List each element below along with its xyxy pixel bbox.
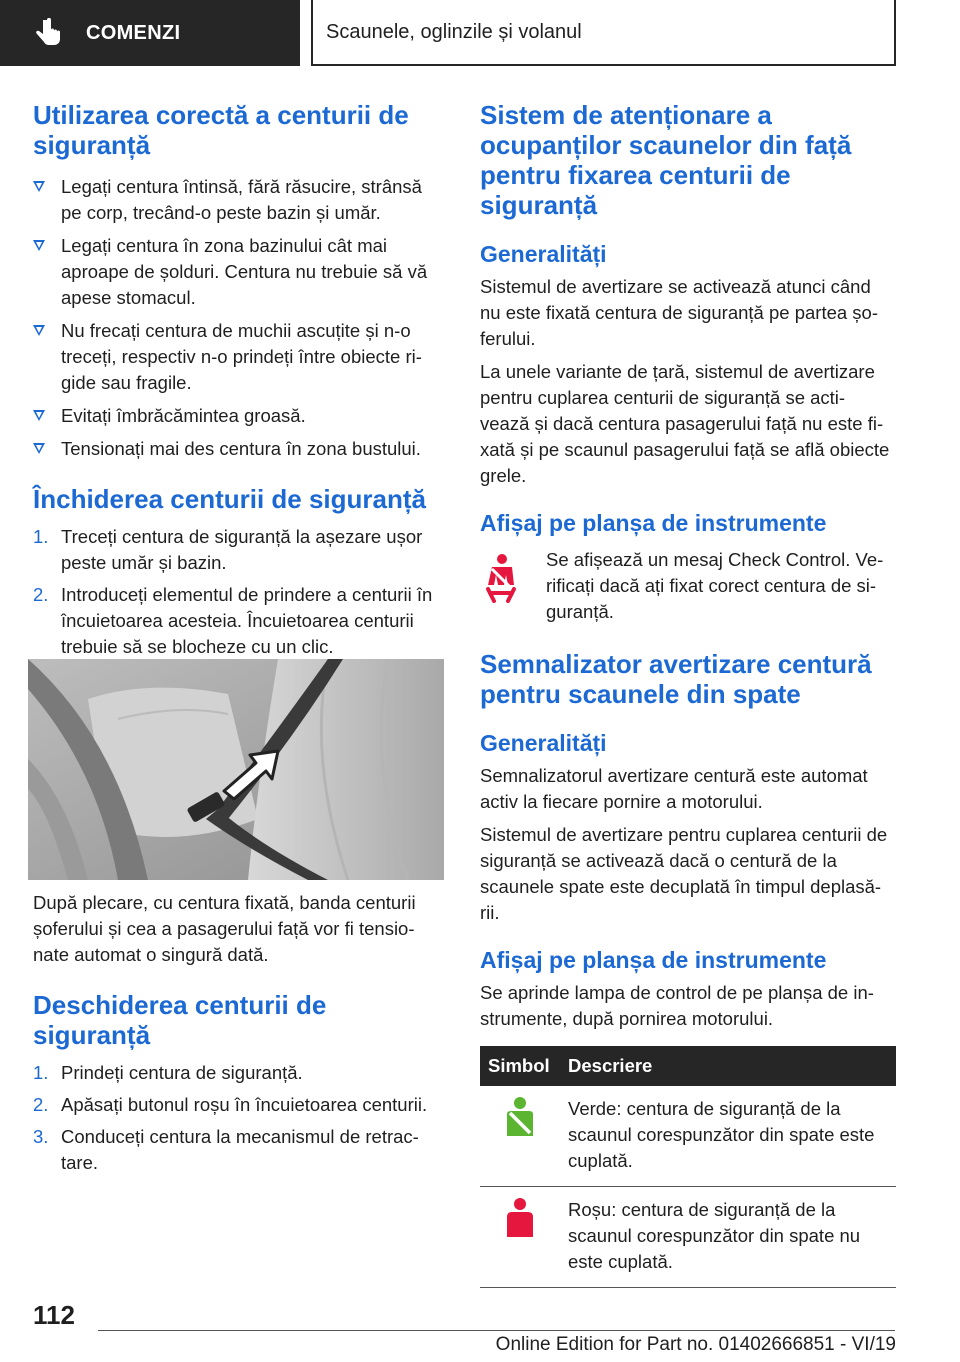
edition-footer: Online Edition for Part no. 01402666851 - VI/19 [495, 1334, 896, 1355]
red-status-text: Roșu: centura de siguranță de la scaunul corespunzător din spate nu este cuplată. [560, 1187, 896, 1288]
closing-steps [33, 524, 445, 660]
list-item: 1. Treceți centura de siguranță la așezare ușor peste umăr și bazin. [33, 526, 423, 573]
list-item: Legați centura întinsă, fără răsucire, strânsă pe corp, trecând-o peste bazin și umăr. [33, 174, 445, 226]
list-item: 2. Apăsați butonul roșu în încuietoarea centurii. [33, 1094, 428, 1115]
hand-pointer-icon [34, 18, 64, 48]
general-front-text-2: La unele variante de țară, sistemul de avertizare pentru cuplarea centurii de siguranță se acti- vează și dacă centura pasagerului față nu este fi- xată și pe scaunul pasagerului față se află obiecte grele. [480, 361, 890, 486]
table-row [480, 1187, 896, 1288]
table-header [480, 1046, 896, 1086]
check-control-text: Se afișează un mesaj Check Control. Ve- rificați dacă ați fixat corect centura de si- guranță. [546, 549, 884, 622]
left-column [33, 100, 445, 666]
red-seat-occupant-icon [503, 1197, 537, 1241]
list-item: Nu frecați centura de muchii ascuțite și n-o treceți, respectiv n-o prindeți între obiecte ri- gide sau fragile. [33, 318, 445, 396]
triangle-bullet-icon [33, 443, 45, 454]
chapter-title: Scaunele, oglinzile și volanul [311, 0, 896, 66]
general-front-text-1: Sistemul de avertizare se activează atunci când nu este fixată centura de siguranță pe partea șo- ferului. [480, 276, 879, 349]
heading-correct-use: Utilizarea corectă a centurii de siguranță [33, 100, 409, 160]
table-row [480, 1086, 896, 1187]
opening-steps [33, 1060, 445, 1176]
triangle-bullet-icon [33, 240, 45, 251]
green-status-text: Verde: centura de siguranță de la scaunul corespunzător din spate este cuplată. [560, 1086, 896, 1187]
heading-general-rear: Generalități [480, 730, 607, 756]
general-rear-text-1: Semnalizatorul avertizare centură este automat activ la fiecare pornire a motorului. [480, 765, 868, 812]
general-rear-text-2: Sistemul de avertizare pentru cuplarea centurii de siguranță se activează dacă o centură de la scaunele spate este decuplată în timpul deplasă- rii. [480, 824, 888, 923]
list-item: 2. Introduceți elementul de prindere a centurii în încuietoarea acesteia. Încuietoarea centurii trebuie să se blocheze cu un clic. [33, 584, 433, 657]
heading-display-front: Afișaj pe planșa de instrumente [480, 510, 827, 536]
heading-rear-seat-warning: Semnalizator avertizare centură pentru scaunele din spate [480, 649, 872, 709]
list-item: Tensionați mai des centura în zona bustului. [33, 436, 445, 462]
correct-use-list [33, 174, 445, 462]
triangle-bullet-icon [33, 325, 45, 336]
page-number: 112 [33, 1300, 75, 1330]
seatbelt-buckle-photo [28, 659, 444, 880]
symbol-table [480, 1046, 896, 1288]
triangle-bullet-icon [33, 181, 45, 192]
right-column [480, 100, 896, 1288]
list-item: Evitați îmbrăcămintea groasă. [33, 403, 445, 429]
section-tab [0, 0, 300, 66]
column-description: Descriere [560, 1046, 896, 1086]
column-symbol: Simbol [480, 1046, 560, 1086]
heading-display-rear: Afișaj pe planșa de instrumente [480, 947, 827, 973]
list-item: Legați centura în zona bazinului cât mai aproape de șolduri. Centura nu trebuie să vă apese stomacul. [33, 233, 445, 311]
heading-general-front: Generalități [480, 241, 607, 267]
seatbelt-warning-icon [480, 553, 522, 603]
heading-closing: Închiderea centurii de siguranță [33, 484, 426, 514]
green-seatbelt-icon [503, 1096, 537, 1140]
display-rear-text: Se aprinde lampa de control de pe planșa de in- strumente, după pornirea motorului. [480, 982, 874, 1029]
heading-front-seat-system: Sistem de atenționare a ocupanților scaunelor din față pentru fixarea centurii de siguranță [480, 100, 852, 220]
list-item: 1. Prindeți centura de siguranță. [33, 1062, 303, 1083]
check-control-notice [480, 547, 896, 625]
triangle-bullet-icon [33, 410, 45, 421]
after-departure-text: După plecare, cu centura fixată, banda centurii șoferului și cea a pasagerului față vor fi tensio- nate automat o singură dată. [33, 892, 416, 965]
footer-divider [98, 1330, 895, 1331]
heading-opening: Deschiderea centurii de siguranță [33, 990, 327, 1050]
section-label: COMENZI [86, 21, 181, 44]
list-item: 3. Conduceți centura la mecanismul de retrac- tare. [33, 1126, 419, 1173]
left-column-lower [33, 890, 445, 1182]
